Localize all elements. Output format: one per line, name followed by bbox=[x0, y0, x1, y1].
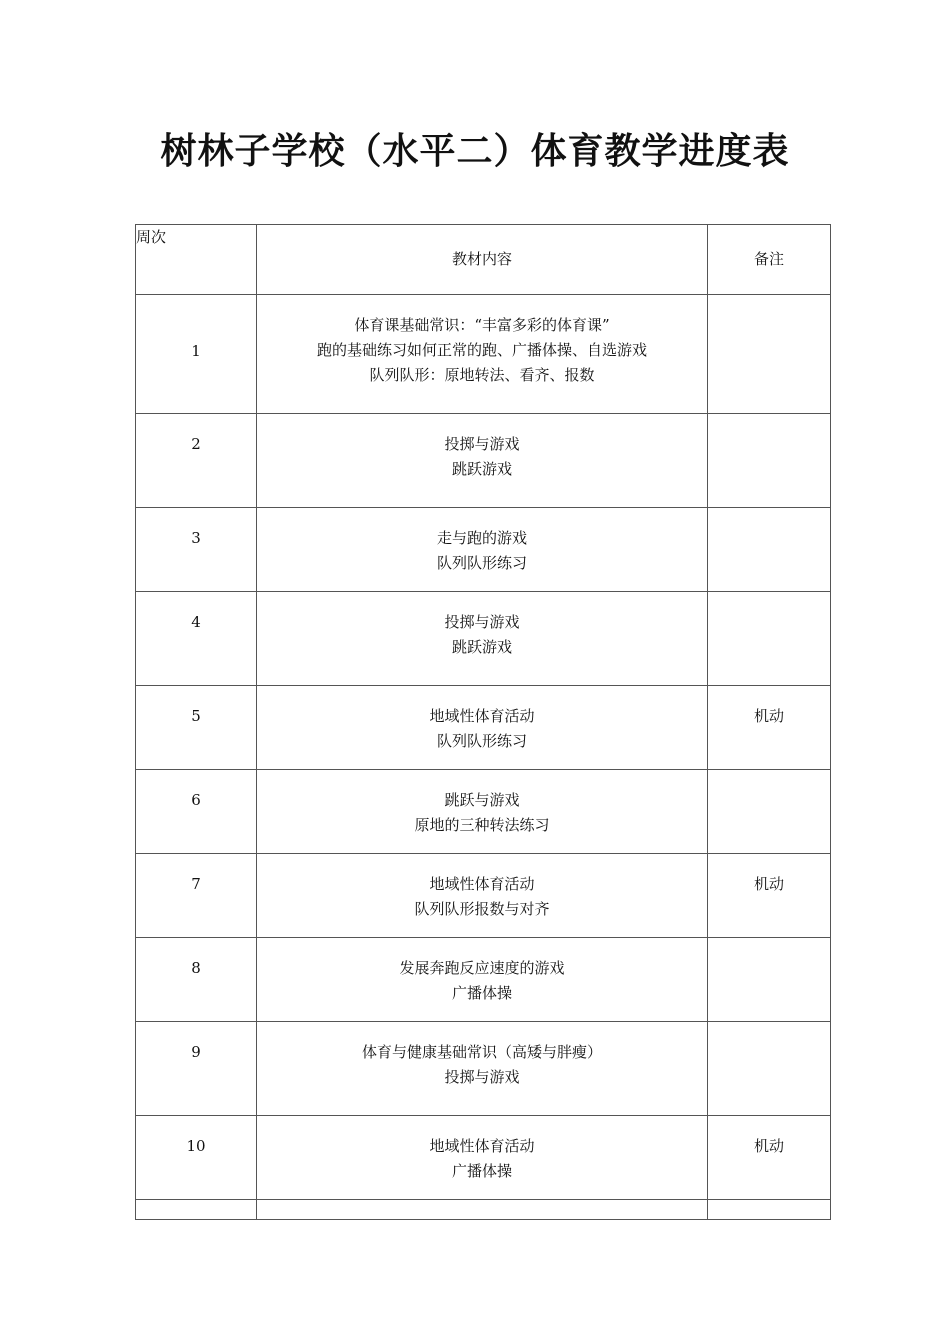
empty-cell bbox=[708, 1200, 831, 1220]
header-note: 备注 bbox=[708, 225, 831, 295]
note-cell: 机动 bbox=[708, 854, 831, 938]
week-number: 6 bbox=[136, 770, 257, 854]
week-number: 10 bbox=[136, 1116, 257, 1200]
content-line: 跑的基础练习如何正常的跑、广播体操、自选游戏 bbox=[316, 341, 647, 359]
table-row bbox=[136, 854, 831, 938]
header-row bbox=[136, 225, 831, 295]
content-line: 投掷与游戏 bbox=[444, 1068, 520, 1086]
content-cell bbox=[257, 686, 708, 770]
week-number: 9 bbox=[136, 1022, 257, 1116]
note-cell bbox=[708, 1022, 831, 1116]
note-cell bbox=[708, 592, 831, 686]
note-cell: 机动 bbox=[708, 686, 831, 770]
content-line: 队列队形练习 bbox=[436, 554, 527, 572]
content-line: 队列队形练习 bbox=[436, 732, 527, 750]
content-line: 跳跃与游戏 bbox=[444, 791, 520, 809]
week-number: 4 bbox=[136, 592, 257, 686]
week-number: 2 bbox=[136, 414, 257, 508]
header-week: 周次 bbox=[136, 225, 257, 295]
table-row bbox=[136, 770, 831, 854]
week-number: 7 bbox=[136, 854, 257, 938]
note-cell bbox=[708, 295, 831, 414]
table-row bbox=[136, 686, 831, 770]
note-cell: 机动 bbox=[708, 1116, 831, 1200]
content-line: 发展奔跑反应速度的游戏 bbox=[399, 959, 565, 977]
week-number: 3 bbox=[136, 508, 257, 592]
table-row bbox=[136, 508, 831, 592]
content-cell bbox=[257, 592, 708, 686]
content-line: 投掷与游戏 bbox=[444, 435, 520, 453]
content-line: 跳跃游戏 bbox=[451, 460, 512, 478]
table-row bbox=[136, 295, 831, 414]
content-line: 队列队形：原地转法、看齐、报数 bbox=[369, 366, 595, 384]
content-cell bbox=[257, 854, 708, 938]
content-cell bbox=[257, 938, 708, 1022]
note-cell bbox=[708, 414, 831, 508]
content-cell bbox=[257, 1022, 708, 1116]
content-line: 走与跑的游戏 bbox=[436, 529, 527, 547]
content-cell bbox=[257, 414, 708, 508]
table-row bbox=[136, 414, 831, 508]
document-title: 树林子学校（水平二）体育教学进度表 bbox=[160, 131, 790, 172]
content-line: 原地的三种转法练习 bbox=[414, 816, 550, 834]
content-cell bbox=[257, 295, 708, 414]
schedule-table bbox=[135, 224, 831, 1220]
note-cell bbox=[708, 508, 831, 592]
header-content: 教材内容 bbox=[257, 225, 708, 295]
content-cell bbox=[257, 770, 708, 854]
week-number: 1 bbox=[136, 295, 257, 414]
content-line: 投掷与游戏 bbox=[444, 613, 520, 631]
note-cell bbox=[708, 770, 831, 854]
content-line: 队列队形报数与对齐 bbox=[414, 900, 550, 918]
week-number: 5 bbox=[136, 686, 257, 770]
week-number: 8 bbox=[136, 938, 257, 1022]
content-line: 跳跃游戏 bbox=[451, 638, 512, 656]
content-line: 体育与健康基础常识（高矮与胖瘦） bbox=[361, 1043, 602, 1061]
empty-cell bbox=[136, 1200, 257, 1220]
table-row bbox=[136, 938, 831, 1022]
table-row-empty bbox=[136, 1200, 831, 1220]
content-line: 广播体操 bbox=[451, 984, 512, 1002]
content-cell bbox=[257, 508, 708, 592]
content-line: 广播体操 bbox=[451, 1162, 512, 1180]
content-line: 地域性体育活动 bbox=[429, 875, 535, 893]
content-line: 地域性体育活动 bbox=[429, 707, 535, 725]
empty-cell bbox=[257, 1200, 708, 1220]
table-row bbox=[136, 1116, 831, 1200]
content-line: 地域性体育活动 bbox=[429, 1137, 535, 1155]
table-row bbox=[136, 1022, 831, 1116]
content-line: 体育课基础常识：“丰富多彩的体育课” bbox=[354, 316, 610, 334]
note-cell bbox=[708, 938, 831, 1022]
table-row bbox=[136, 592, 831, 686]
content-cell bbox=[257, 1116, 708, 1200]
